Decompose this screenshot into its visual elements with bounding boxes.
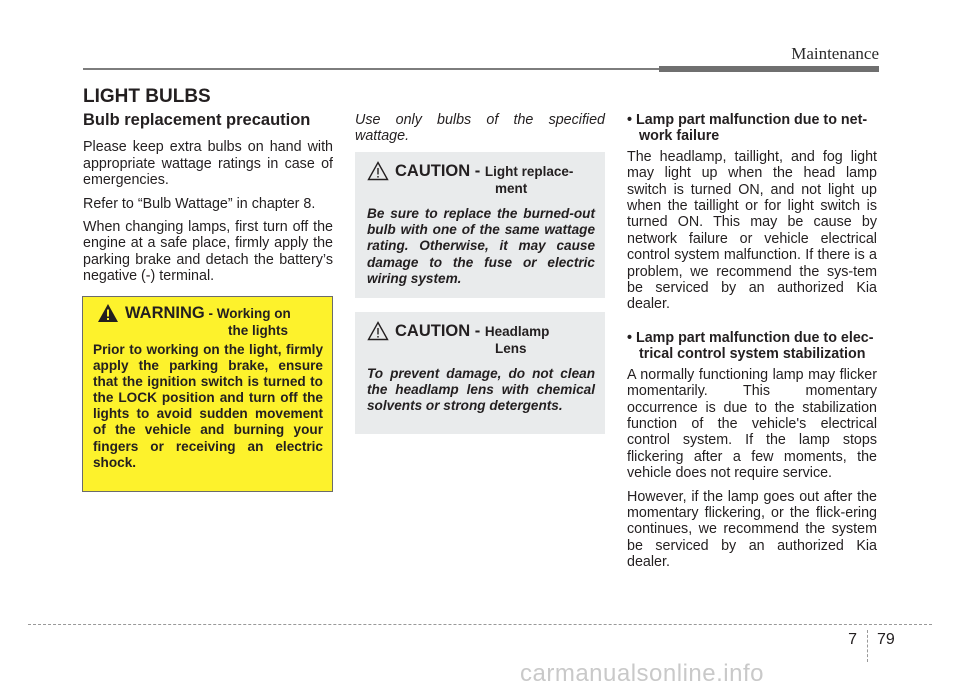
paragraph: The headlamp, taillight, and fog light may light up when the head lamp switch is turned ON, and not light up when the taillight or for light switch is turned ON. This may be cause by network failure or vehicle electrical control system malfunction. If there is a problem, we recommend the sys-tem be serviced by an authorized Kia dealer. [627,148,877,313]
bullet-heading: • Lamp part malfunction due to elec-trical control system stabilization [627,329,874,363]
footer-rule [28,624,932,625]
wattage-note: Use only bulbs of the specified wattage. [355,112,605,145]
paragraph: When changing lamps, first turn off the engine at a safe place, firmly apply the parking brake and detach the battery’s negative (-) terminal. [83,219,333,285]
paragraph: However, if the lamp goes out after the momentary flickering, or the flick-ering continues, we recommend the system be serviced by an authorized Kia dealer. [627,488,877,571]
paragraph: Refer to “Bulb Wattage” in chapter 8. [83,195,316,212]
watermark: carmanualsonline.info [520,660,764,687]
caution-label: CAUTION - [395,162,485,180]
warning-subtitle-cont: the lights [228,323,288,338]
paragraph: Please keep extra bulbs on hand with appropriate wattage ratings in case of emergencies. [83,139,333,189]
section-subheading: Bulb replacement precaution [83,111,311,129]
page-title: LIGHT BULBS [83,86,211,107]
section-header: Maintenance [791,44,879,63]
caution-header [367,162,595,196]
caution-body: To prevent damage, do not clean the headlamp lens with chemical solvents or strong detergents. [367,366,595,414]
warning-body: Prior to working on the light, firmly apply the parking brake, ensure that the ignition switch is turned to the LOCK position and turn off the lights to avoid sudden movement of the vehicle and burning your fingers or receiving an electric shock. [93,342,323,470]
right-column [627,112,877,578]
caution-title [395,322,549,356]
header-rule-accent [659,66,879,72]
chapter-number: 7 [848,631,857,648]
caution-title [395,162,573,196]
paragraph: A normally functioning lamp may flicker momentarily. This momentary occurrence is due to the stabilization function of the vehicle's electrical control system. If the lamp stops flickering after a few moments, the vehicle does not require service. [627,366,877,482]
caution-label: CAUTION - [395,322,485,340]
caution-subtitle-cont: Lens [495,341,527,356]
page-number: 79 [877,631,895,648]
caution-subtitle: Light replace- [484,164,574,179]
header-rule [83,68,659,70]
caution-body: Be sure to replace the burned-out bulb with one of the same wattage rating. Otherwise, it may cause damage to the fuse or electric wiring system. [367,206,595,286]
bullet-heading: • Lamp part malfunction due to net-work failure [627,112,868,145]
caution-subtitle-cont: ment [495,181,528,196]
warning-subtitle: - Working on [204,306,291,321]
warning-box [82,296,333,492]
warning-header [93,304,323,338]
left-column [83,112,333,292]
page-number-divider [867,630,868,662]
warning-label: WARNING [125,304,205,322]
warning-title [125,304,291,338]
caution-subtitle: Headlamp [484,324,550,339]
caution-box-headlamp-lens [355,312,605,434]
caution-triangle-icon [367,321,389,341]
warning-triangle-icon [97,303,119,323]
caution-header [367,322,595,356]
caution-box-light-replacement [355,152,605,298]
caution-triangle-icon [367,161,389,181]
